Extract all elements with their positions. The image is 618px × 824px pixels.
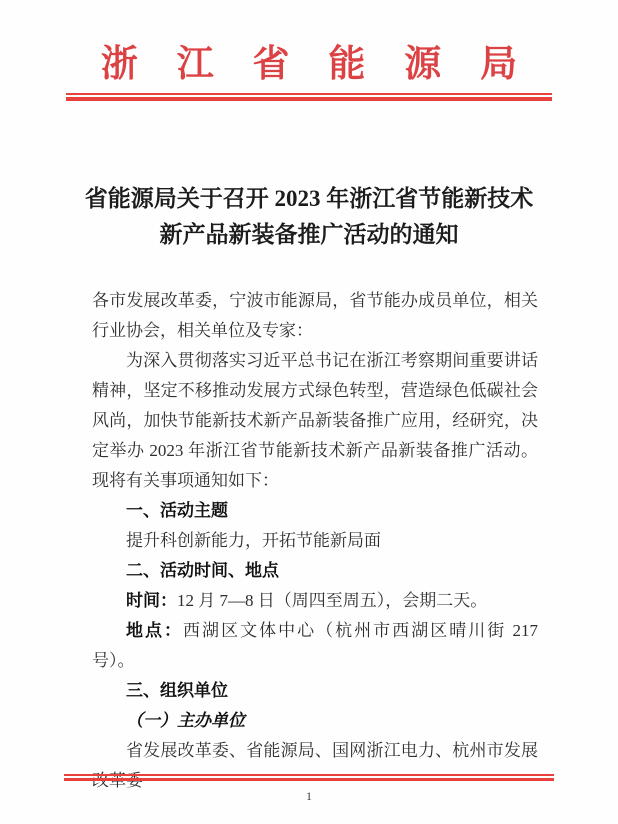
page-number: 1 <box>306 789 312 803</box>
paragraph-text: 提升科创新能力，开拓节能新局面 <box>126 531 381 551</box>
paragraph-text: 一、活动主题 <box>126 501 228 521</box>
paragraph-text: （一）主办单位 <box>126 711 245 731</box>
paragraph-label: 时间： <box>126 591 177 611</box>
paragraph-text: 为深入贯彻落实习近平总书记在浙江考察期间重要讲话精神，坚定不移推动发展方式绿色转型，营造绿色低碳社会风尚，加快节能新技术新产品新装备推广应用，经研究，决定举办 2023 年浙江省节能新技术新产品新装备推广活动。现将有关事项通知如下： <box>92 351 538 491</box>
paragraph <box>92 346 538 496</box>
paragraph <box>92 706 538 736</box>
paragraph-text: 二、活动时间、地点 <box>126 561 279 581</box>
paragraph-text: 三、组织单位 <box>126 681 228 701</box>
paragraph <box>92 616 538 676</box>
footer-double-rule <box>64 774 554 781</box>
paragraph <box>92 526 538 556</box>
paragraph <box>92 736 538 796</box>
paragraph-text: 西湖区文体中心（杭州市西湖区晴川街 217 号）。 <box>92 621 539 671</box>
paragraph <box>92 286 538 346</box>
paragraph-text: 省发展改革委、省能源局、国网浙江电力、杭州市发展改革委 <box>92 741 538 791</box>
paragraph <box>92 556 538 586</box>
agency-letterhead: 浙江省能源局 <box>100 44 556 85</box>
document-body <box>92 286 538 796</box>
paragraph-text: 各市发展改革委，宁波市能源局，省节能办成员单位，相关行业协会，相关单位及专家： <box>92 291 538 341</box>
paragraph <box>92 676 538 706</box>
document-title: 省能源局关于召开 2023 年浙江省节能新技术新产品新装备推广活动的通知 <box>84 186 534 248</box>
paragraph-label: 地点： <box>126 621 184 641</box>
paragraph <box>92 496 538 526</box>
paragraph <box>92 586 538 616</box>
paragraph-text: 12 月 7—8 日（周四至周五），会期二天。 <box>177 591 488 611</box>
letterhead-double-rule <box>66 93 552 101</box>
